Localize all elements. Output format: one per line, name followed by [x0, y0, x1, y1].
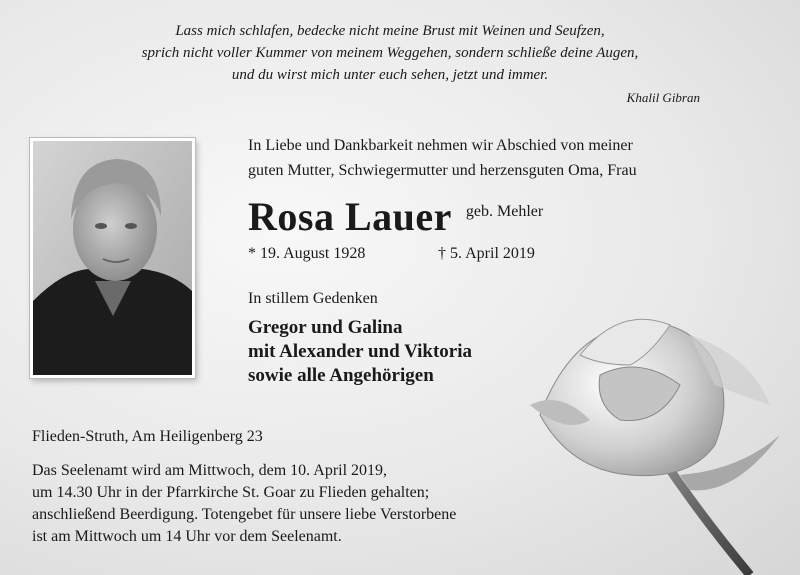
funeral-notice — [32, 460, 572, 548]
birth-name: geb. Mehler — [465, 203, 544, 220]
deceased-name-row — [248, 193, 543, 240]
death-date: † 5. April 2019 — [438, 245, 535, 262]
deceased-name: Rosa Lauer — [248, 194, 452, 239]
funeral-line: ist am Mittwoch um 14 Uhr vor dem Seelenamt. — [32, 528, 342, 545]
life-dates — [248, 245, 535, 263]
poem-line: Lass mich schlafen, bedecke nicht meine Brust mit Weinen und Seufzen, — [175, 23, 605, 39]
intro-text — [248, 133, 768, 183]
funeral-line: Das Seelenamt wird am Mittwoch, dem 10. April 2019, — [32, 462, 388, 479]
poem — [40, 20, 740, 86]
poem-line: sprich nicht voller Kummer von meinem Weggehen, sondern schließe deine Augen, — [141, 45, 639, 61]
mourners-list — [248, 316, 472, 388]
funeral-line: anschließend Beerdigung. Totengebet für unsere liebe Verstorbene — [32, 506, 457, 523]
poem-line: und du wirst mich unter euch sehen, jetzt und immer. — [231, 67, 549, 83]
funeral-line: um 14.30 Uhr in der Pfarrkirche St. Goar zu Flieden gehalten; — [32, 484, 430, 501]
mourner-line: Gregor und Galina — [248, 317, 403, 338]
birth-date: * 19. August 1928 — [248, 245, 366, 262]
portrait-photo — [30, 138, 195, 378]
address: Flieden-Struth, Am Heiligenberg 23 — [32, 428, 263, 445]
intro-line: guten Mutter, Schwiegermutter und herzensguten Oma, Frau — [248, 162, 637, 179]
poem-author: Khalil Gibran — [626, 90, 700, 105]
portrait-image — [33, 141, 192, 375]
mourner-line: sowie alle Angehörigen — [248, 365, 434, 386]
intro-line: In Liebe und Dankbarkeit nehmen wir Abschied von meiner — [248, 137, 633, 154]
memorial-heading: In stillem Gedenken — [248, 290, 378, 307]
mourner-line: mit Alexander und Viktoria — [248, 341, 472, 362]
